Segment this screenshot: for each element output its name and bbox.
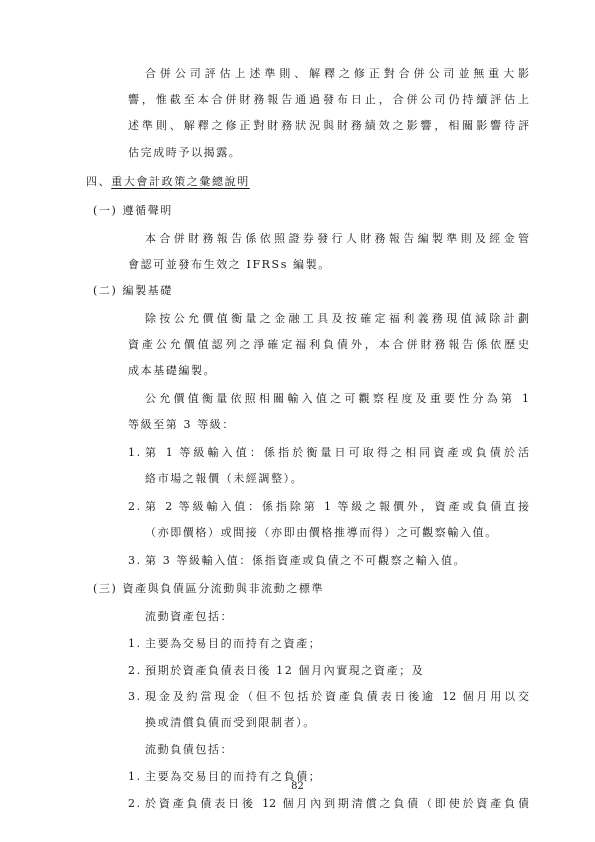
list-heading: 流動負債包括： (145, 743, 234, 756)
list-number: 1. (128, 446, 142, 459)
list-item-line: 現金及約當現金（但不包括於資產負債表日後逾 12 個月用以交 (145, 690, 529, 703)
list-item-line: 第 2 等級輸入值：係指除第 1 等級之報價外，資產或負債直接 (145, 500, 529, 513)
list-item-line: 第 3 等級輸入值：係指資產或負債之不可觀察之輸入值。 (145, 554, 467, 567)
paragraph-line: 述準則、解釋之修正對財務狀況與財務績效之影響，相關影響待評 (128, 119, 529, 132)
list-item-line: 於資產負債表日後 12 個月內到期清償之負債（即使於資產負債 (145, 797, 529, 810)
paragraph-line: 合併公司評估上述準則、解釋之修正對合併公司並無重大影 (145, 67, 529, 80)
list-item-line: （亦即價格）或間接（亦即由價格推導而得）之可觀察輸入值。 (145, 526, 498, 539)
paragraph-line: 會認可並發布生效之 IFRSs 編製。 (128, 258, 331, 271)
paragraph-line: 等級至第 3 等級： (128, 418, 235, 431)
subsection-heading: (一) 遵循聲明 (93, 204, 173, 217)
page-number: 82 (291, 781, 304, 792)
list-item-line: 預期於資產負債表日後 12 個月內實現之資產；及 (145, 664, 425, 677)
section-number: 四、 (86, 175, 112, 188)
list-item-line: 絡市場之報價（未經調整）。 (145, 472, 304, 485)
list-item-line: 主要為交易目的而持有之負債； (145, 770, 322, 783)
paragraph-line: 本合併財務報告係依照證券發行人財務報告編製準則及經金管 (145, 232, 529, 245)
section-heading (86, 175, 250, 189)
paragraph-line: 估完成時予以揭露。 (128, 146, 242, 159)
paragraph-line: 除按公允價值衡量之金融工具及按確定福利義務現值減除計劃 (145, 312, 529, 325)
list-number: 1. (128, 637, 142, 650)
list-item-line: 換或清償負債而受到限制者）。 (145, 716, 316, 729)
paragraph-line: 響，惟截至本合併財務報告通過發布日止，合併公司仍持續評估上 (128, 93, 529, 106)
list-number: 3. (128, 690, 142, 703)
subsection-heading: (三) 資產與負債區分流動與非流動之標準 (93, 582, 325, 595)
subsection-heading: (二) 編製基礎 (93, 284, 173, 297)
list-item-line: 第 1 等級輸入值：係指於衡量日可取得之相同資產或負債於活 (145, 446, 529, 459)
paragraph-line: 成本基礎編製。 (128, 364, 217, 377)
paragraph-line: 公允價值衡量依照相關輸入值之可觀察程度及重要性分為第 1 (145, 392, 529, 405)
list-number: 3. (128, 554, 142, 567)
list-number: 2. (128, 500, 142, 513)
section-title: 重大會計政策之彙總說明 (111, 175, 250, 188)
list-number: 2. (128, 797, 142, 810)
list-item-line: 主要為交易目的而持有之資產； (145, 637, 322, 650)
list-heading: 流動資產包括： (145, 610, 234, 623)
list-number: 2. (128, 664, 142, 677)
list-number: 1. (128, 770, 142, 783)
paragraph-line: 資產公允價值認列之淨確定福利負債外，本合併財務報告係依歷史 (128, 338, 529, 351)
